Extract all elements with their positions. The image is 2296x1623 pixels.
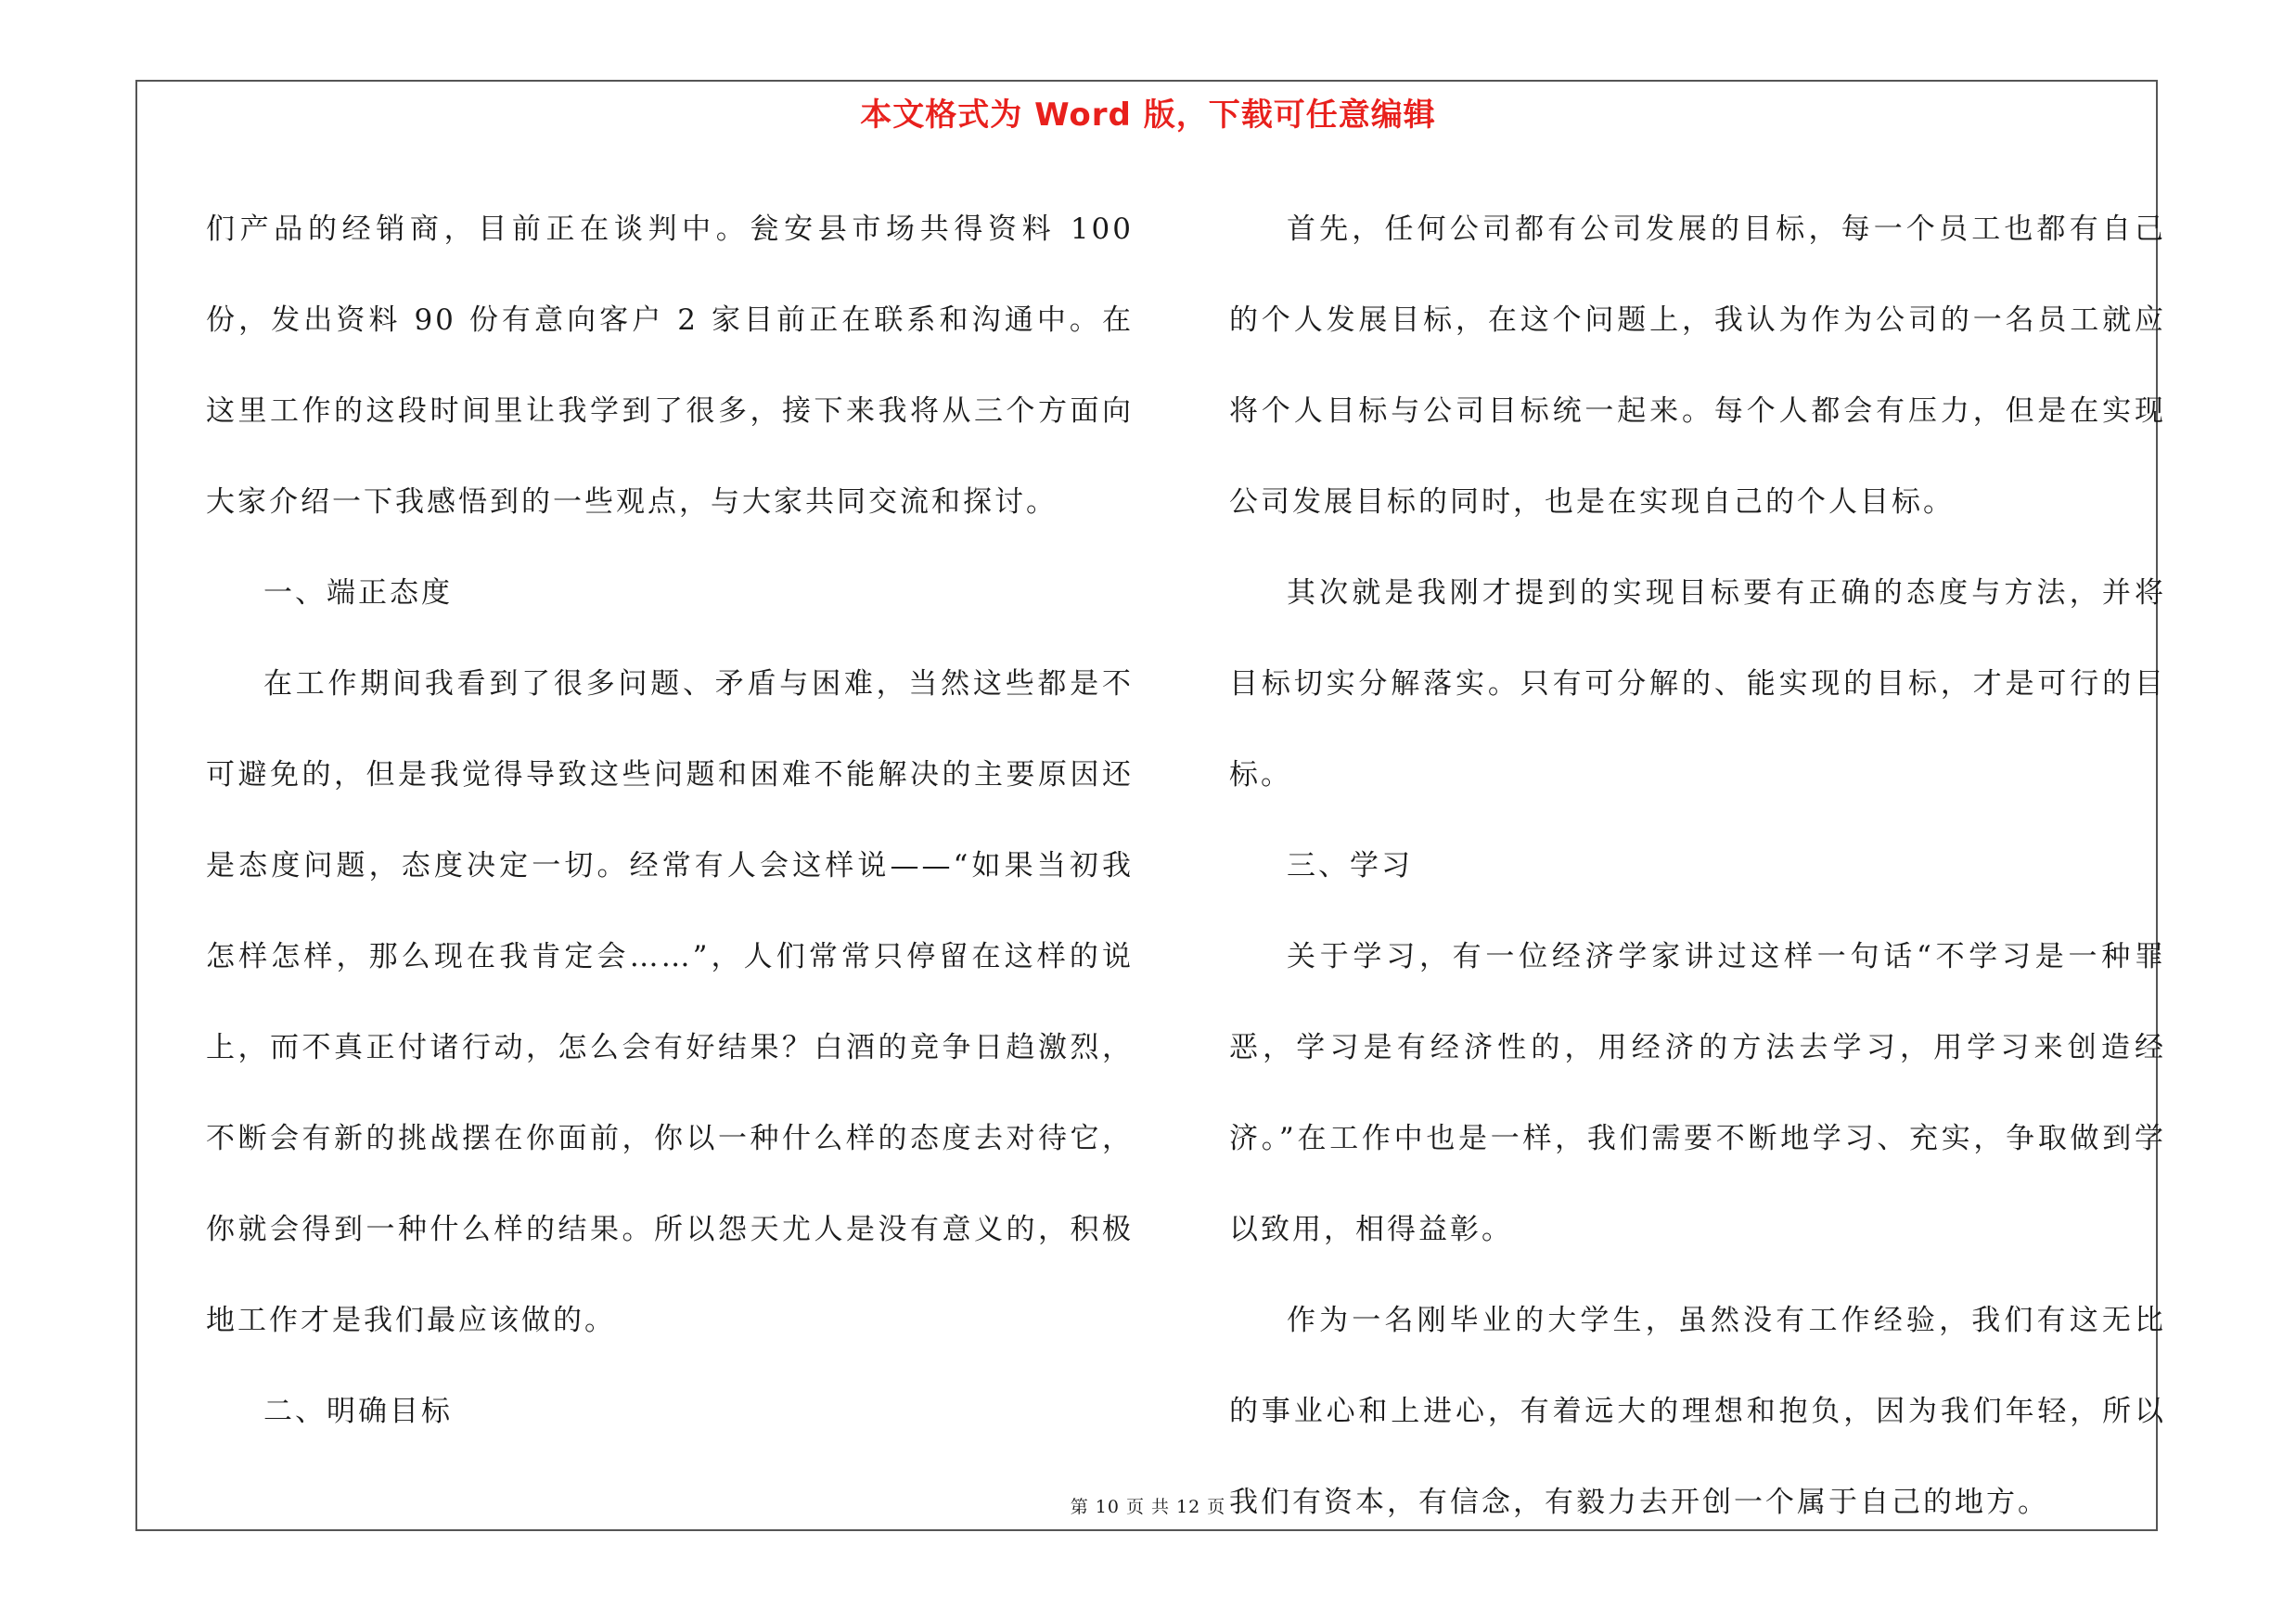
section-heading: 三、学习 bbox=[1287, 849, 1413, 882]
paragraph: 们产品的经销商，目前正在谈判中。瓮安县市场共得资料 100 份，发出资料 90 份有意向客户 2 家目前正在联系和沟通中。在这里工作的这段时间里让我学到了很多，接下来我将从三个方面向大家介绍一下我感悟到的一些观点，与大家共同交流和探讨。 bbox=[206, 213, 1134, 519]
right-column bbox=[1229, 184, 2166, 1548]
section-heading: 一、端正态度 bbox=[263, 576, 453, 610]
section-heading: 二、明确目标 bbox=[263, 1395, 453, 1428]
header-banner: 本文格式为 Word 版，下载可任意编辑 bbox=[860, 97, 1436, 134]
left-column bbox=[206, 184, 1134, 1457]
paragraph: 首先，任何公司都有公司发展的目标，每一个员工也都有自己的个人发展目标，在这个问题上，我认为作为公司的一名员工就应将个人目标与公司目标统一起来。每个人都会有压力，但是在实现公司发展目标的同时，也是在实现自己的个人目标。 bbox=[1229, 213, 2166, 519]
paragraph: 在工作期间我看到了很多问题、矛盾与困难，当然这些都是不可避免的，但是我觉得导致这些问题和困难不能解决的主要原因还是态度问题，态度决定一切。经常有人会这样说——“如果当初我怎样怎样，那么现在我肯定会……”，人们常常只停留在这样的说上，而不真正付诸行动，怎么会有好结果？白酒的竞争日趋激烈，不断会有新的挑战摆在你面前，你以一种什么样的态度去对待它，你就会得到一种什么样的结果。所以怨天尤人是没有意义的，积极地工作才是我们最应该做的。 bbox=[206, 667, 1134, 1337]
page-number: 第 10 页 共 12 页 bbox=[1070, 1497, 1226, 1517]
paragraph: 关于学习，有一位经济学家讲过这样一句话“不学习是一种罪恶，学习是有经济性的，用经济的方法去学习，用学习来创造经济。”在工作中也是一样，我们需要不断地学习、充实，争取做到学以致用，相得益彰。 bbox=[1229, 940, 2166, 1246]
paragraph: 作为一名刚毕业的大学生，虽然没有工作经验，我们有这无比的事业心和上进心，有着远大的理想和抱负，因为我们年轻，所以我们有资本，有信念，有毅力去开创一个属于自己的地方。 bbox=[1229, 1304, 2166, 1519]
paragraph: 其次就是我刚才提到的实现目标要有正确的态度与方法，并将目标切实分解落实。只有可分解的、能实现的目标，才是可行的目标。 bbox=[1229, 576, 2166, 792]
